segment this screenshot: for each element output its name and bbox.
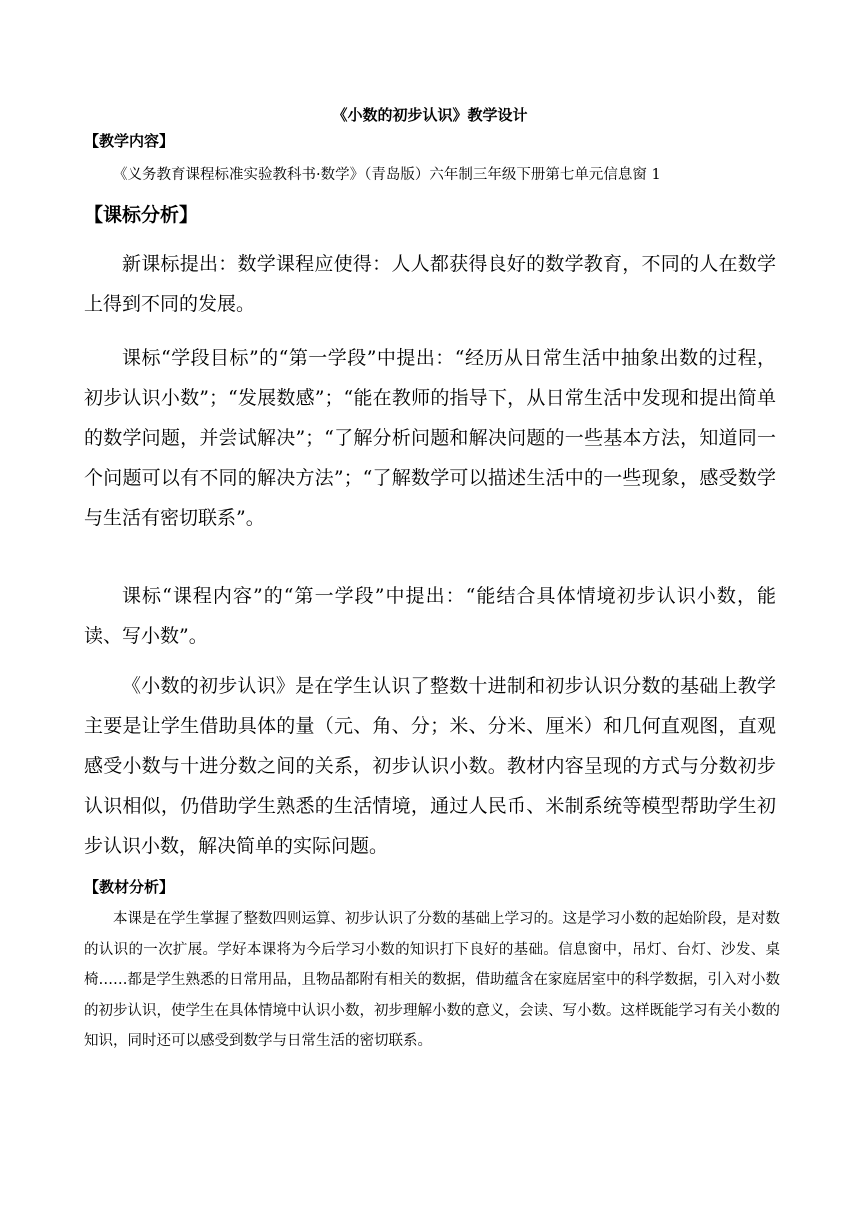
curriculum-paragraph-4: 《小数的初步认识》是在学生认识了整数十进制和初步认识分数的基础上教学主要是让学生借助具体的量（元、角、分；米、分米、厘米）和几何直观图，直观感受小数与十进分数之间的关系，初步认识小数。教材内容呈现的方式与分数初步认识相似，仍借助学生熟悉的生活情境，通过人民币、米制系统等模型帮助学生初步认识小数，解决简单的实际问题。 (84, 675, 776, 857)
teaching-content-text: 《义务教育课程标准实验教科书·数学》（青岛版）六年制三年级下册第七单元信息窗 1 (113, 167, 661, 183)
document-title: 《小数的初步认识》教学设计 (332, 106, 528, 124)
curriculum-paragraph-2: 课标“学段目标”的“第一学段”中提出：“经历从日常生活中抽象出数的过程，初步认识小数”；“发展数感”；“能在教师的指导下，从日常生活中发现和提出简单的数学问题，并尝试解决”；“了解分析问题和解决问题的一些基本方法，知道同一个问题可以有不同的解决方法”；“了解数学可以描述生活中的一些现象，感受数学与生活有密切联系”。 (84, 347, 776, 529)
textbook-analysis-paragraph: 本课是在学生掌握了整数四则运算、初步认识了分数的基础上学习的。这是学习小数的起始阶段，是对数的认识的一次扩展。学好本课将为今后学习小数的知识打下良好的基础。信息窗中，吊灯、台灯、沙发、桌椅……都是学生熟悉的日常用品，且物品都附有相关的数据，借助蕴含在家庭居室中的科学数据，引入对小数的初步认识，使学生在具体情境中认识小数，初步理解小数的意义，会读、写小数。这样既能学习有关小数的知识，同时还可以感受到数学与日常生活的密切联系。 (84, 911, 780, 1049)
heading-curriculum-analysis: 【课标分析】 (84, 204, 199, 226)
heading-teaching-content: 【教学内容】 (84, 132, 175, 150)
heading-textbook-analysis: 【教材分析】 (84, 878, 175, 896)
curriculum-paragraph-3: 课标“课程内容”的“第一学段”中提出：“能结合具体情境初步认识小数，能读、写小数”。 (84, 585, 776, 647)
curriculum-paragraph-1: 新课标提出：数学课程应使得：人人都获得良好的数学教育，不同的人在数学上得到不同的发展。 (84, 253, 776, 315)
